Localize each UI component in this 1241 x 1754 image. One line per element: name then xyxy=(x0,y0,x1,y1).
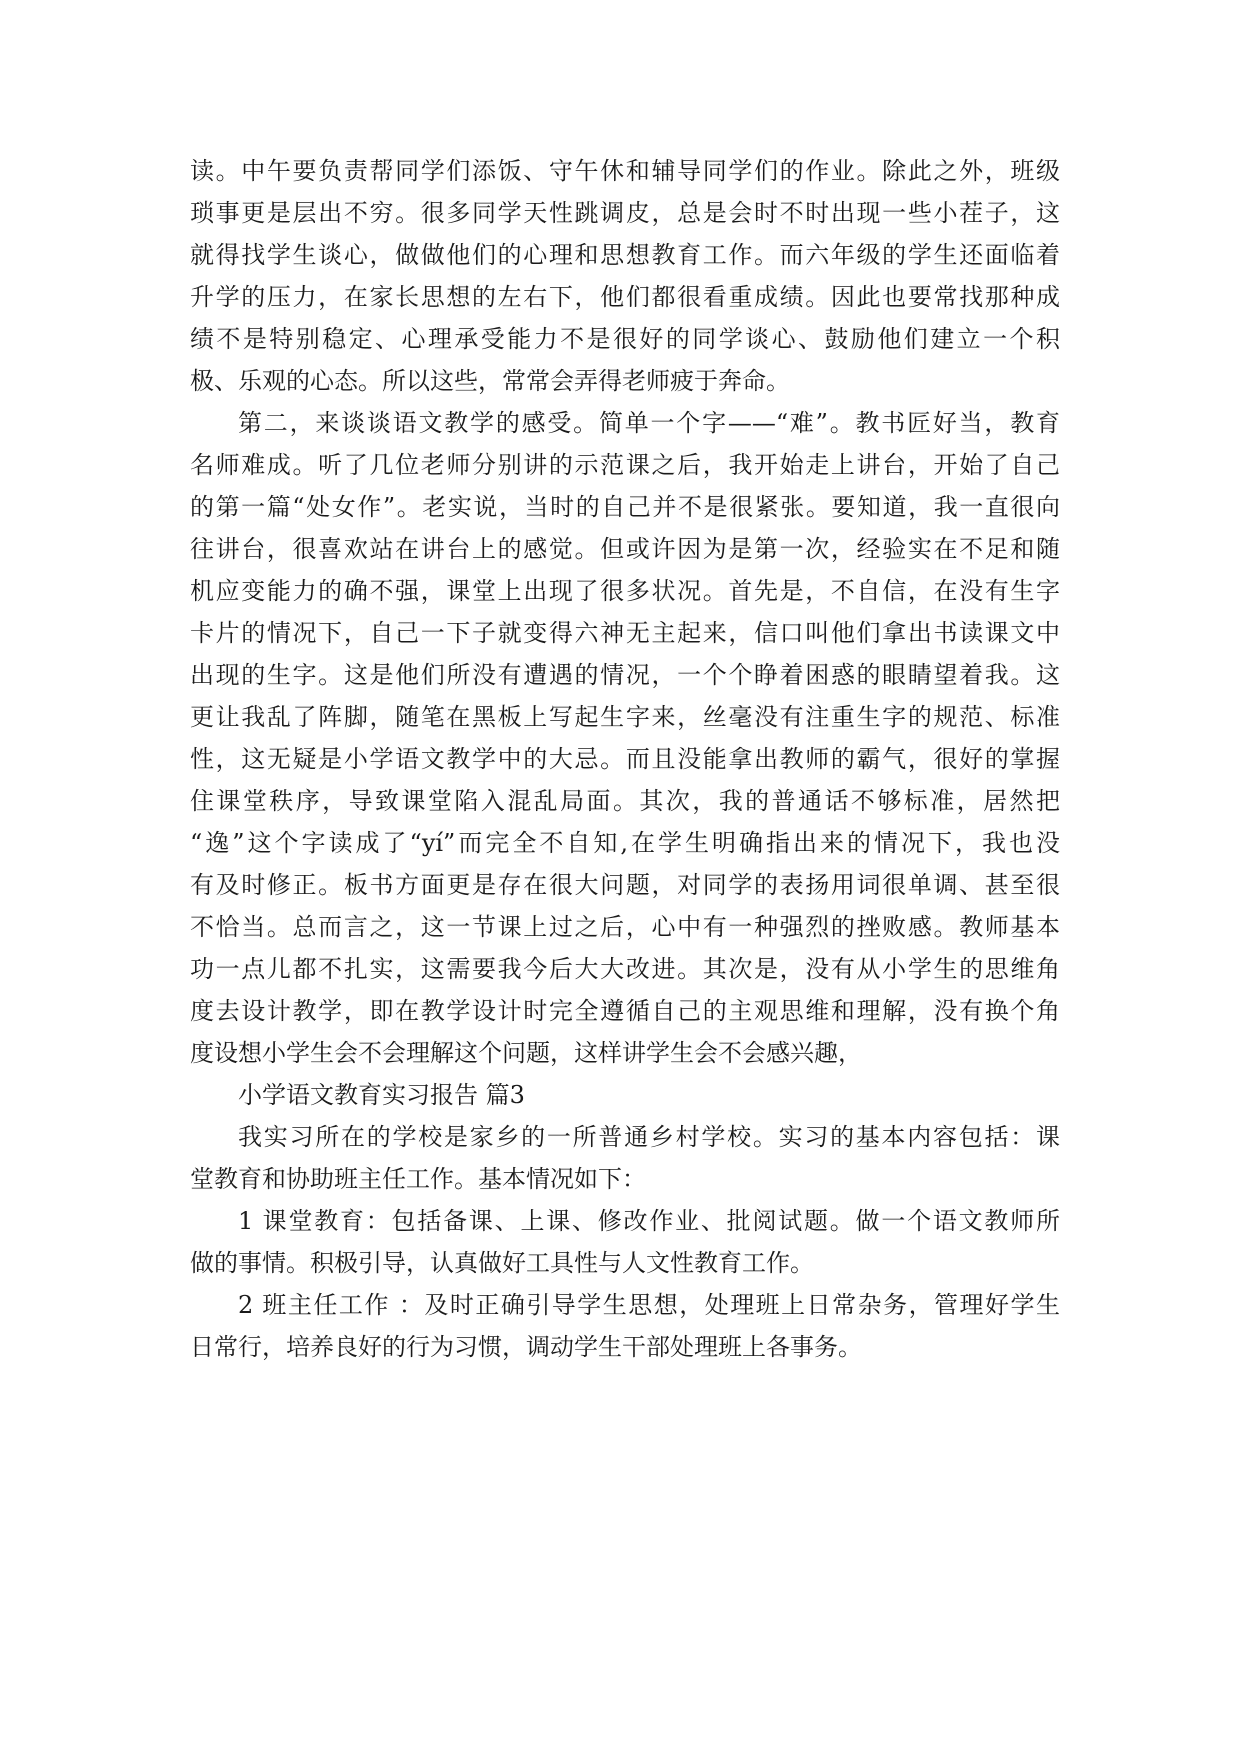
text-line: 更让我乱了阵脚，随笔在黑板上写起生字来，丝毫没有注重生字的规范、标准 xyxy=(190,703,1060,731)
text-line: 功一点儿都不扎实，这需要我今后大大改进。其次是，没有从小学生的思维角 xyxy=(190,955,1060,983)
text-line: 第二，来谈谈语文教学的感受。简单一个字——“难”。教书匠好当，教育 xyxy=(238,409,1060,437)
text-line: 我实习所在的学校是家乡的一所普通乡村学校。实习的基本内容包括：课 xyxy=(238,1123,1060,1151)
text-line: 性，这无疑是小学语文教学中的大忌。而且没能拿出教师的霸气，很好的掌握 xyxy=(190,745,1060,773)
text-line: 2 班主任工作 ：及时正确引导学生思想，处理班上日常杂务，管理好学生 xyxy=(238,1291,1060,1319)
text-line: 名师难成。听了几位老师分别讲的示范课之后，我开始走上讲台，开始了自己 xyxy=(190,451,1060,479)
text-line: 往讲台，很喜欢站在讲台上的感觉。但或许因为是第一次，经验实在不足和随 xyxy=(190,535,1060,563)
text-line: 住课堂秩序，导致课堂陷入混乱局面。其次，我的普通话不够标准，居然把 xyxy=(190,787,1060,815)
document-page xyxy=(190,150,1060,1368)
text-line: 读。中午要负责帮同学们添饭、守午休和辅导同学们的作业。除此之外，班级 xyxy=(190,157,1060,185)
section-heading: 小学语文教育实习报告 篇3 xyxy=(238,1081,525,1109)
text-line: 极、乐观的心态。所以这些，常常会弄得老师疲于奔命。 xyxy=(190,367,790,395)
text-line: 1 课堂教育：包括备课、上课、修改作业、批阅试题。做一个语文教师所 xyxy=(238,1207,1060,1235)
text-line: “逸”这个字读成了“yí”而完全不自知,在学生明确指出来的情况下，我也没 xyxy=(190,829,1060,857)
text-line: 堂教育和协助班主任工作。基本情况如下： xyxy=(190,1165,646,1193)
text-line: 出现的生字。这是他们所没有遭遇的情况，一个个睁着困惑的眼睛望着我。这 xyxy=(190,661,1060,689)
text-line: 机应变能力的确不强，课堂上出现了很多状况。首先是，不自信，在没有生字 xyxy=(190,577,1060,605)
text-line: 度去设计教学，即在教学设计时完全遵循自己的主观思维和理解，没有换个角 xyxy=(190,997,1060,1025)
text-line: 卡片的情况下，自己一下子就变得六神无主起来，信口叫他们拿出书读课文中 xyxy=(190,619,1060,647)
text-line: 做的事情。积极引导，认真做好工具性与人文性教育工作。 xyxy=(190,1249,814,1277)
text-line: 的第一篇“处女作”。老实说，当时的自己并不是很紧张。要知道，我一直很向 xyxy=(190,493,1060,521)
text-line: 升学的压力，在家长思想的左右下，他们都很看重成绩。因此也要常找那种成 xyxy=(190,283,1060,311)
text-line: 就得找学生谈心，做做他们的心理和思想教育工作。而六年级的学生还面临着 xyxy=(190,241,1060,269)
text-line: 有及时修正。板书方面更是存在很大问题，对同学的表扬用词很单调、甚至很 xyxy=(190,871,1060,899)
text-line: 绩不是特别稳定、心理承受能力不是很好的同学谈心、鼓励他们建立一个积 xyxy=(190,325,1060,353)
text-line: 日常行，培养良好的行为习惯，调动学生干部处理班上各事务。 xyxy=(190,1333,862,1361)
text-line: 琐事更是层出不穷。很多同学天性跳调皮，总是会时不时出现一些小茬子，这 xyxy=(190,199,1060,227)
text-line: 不恰当。总而言之，这一节课上过之后，心中有一种强烈的挫败感。教师基本 xyxy=(190,913,1060,941)
text-line: 度设想小学生会不会理解这个问题，这样讲学生会不会感兴趣， xyxy=(190,1039,862,1067)
